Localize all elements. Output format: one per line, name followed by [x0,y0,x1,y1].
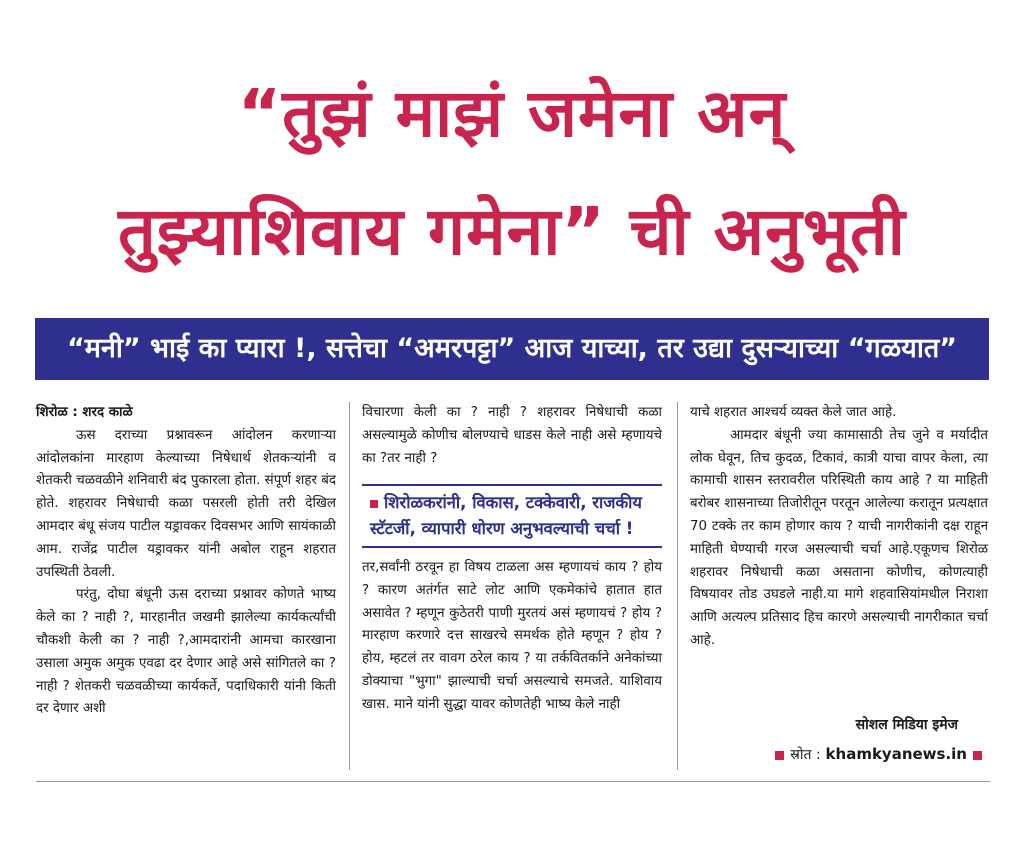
article-column-2-continued [362,557,662,717]
article-paragraph: याचे शहरात आश्चर्य व्यक्त केले जात आहे. [690,405,897,420]
source-label: स्रोत : [790,747,821,763]
square-bullet-icon [370,500,378,508]
article-column-2 [362,402,662,470]
headline-line-2: तुझ्याशिवाय गमेना” ची अनुभूती [118,193,906,270]
article-column-1 [36,402,336,721]
column-divider-2 [677,402,678,770]
byline: शिरोळ : शरद काळे [36,405,133,420]
bottom-rule [36,781,990,782]
highlight-box [362,484,662,548]
headline-line-1: “तुझं माझं जमेना अन् [237,75,787,152]
article-paragraph: ऊस दराच्या प्रश्नावरून आंदोलन करणाऱ्या आंदोलकांना मारहाण केल्याच्या निषेधार्थ शेतकऱ्यांनी व शेतकरी चळवळीने शनिवारी बंद पुकारला होता. संपूर्ण शहर बंद होते. शहरावर निषेधाची कळा पसरली होती तरी देखिल आमदार बंधू संजय पाटील यड्रावकर दिवसभर आणि सायंकाळी आम. राजेंद्र पाटील यड्रावकर यांनी अबोल राहून शहरात उपस्थिती ठेवली. [36,427,336,580]
source-credit [690,742,988,767]
image-credit: सोशल मिडिया इमेज [855,717,958,733]
source-site: khamkyanews.in [825,745,967,763]
article-paragraph: तर,सर्वांनी ठरवून हा विषय टाळला अस म्हणायचं काय ? होय ? कारण अतंर्गत साटे लोट आणि एकमेकांचे हातात हात असावेत ? म्हणून कुठेतरी पाणी मुरतयं असं म्हणायचं ? होय ? मारहाण करणारे दत्त साखरचे समर्थक होते म्हणून ? होय ? होय, म्हटलं तर वावग ठरेल काय ? या तर्कवितर्काने अनेकांच्या डोक्याचा "भुगा" झाल्याची चर्चा असल्याचे समजते. याशिवाय खास. माने यांनी सुद्धा यावर कोणतेही भाष्य केले नाही [362,560,662,712]
article-paragraph: विचारणा केली का ? नाही ? शहरावर निषेधाची कळा असल्यामुळे कोणीच बोलण्याचे धाडस केले नाही असे म्हणायचे का ?तर नाही ? [362,405,662,466]
highlight-box-text-wrap [370,490,660,542]
article-column-3 [690,402,988,653]
square-bullet-icon [973,751,982,760]
highlight-text: शिरोळकरांनी, विकास, टक्केवारी, राजकीय स्टॅटर्जी, व्यापारी धोरण अनुभवल्याची चर्चा ! [370,493,642,538]
subheadline-banner: “मनी” भाई का प्यारा !, सत्तेचा “अमरपट्टा” आज याच्या, तर उद्या दुसऱ्याच्या “गळयात” [35,318,989,380]
column-divider-1 [349,402,350,770]
square-bullet-icon [775,751,784,760]
article-paragraph: परंतु, दोघा बंधूनी ऊस दराच्या प्रश्नावर कोणते भाष्य केले का ? नाही ?, मारहानीत जखमी झालेल्या कार्यकर्त्यांची चौकशी केली का ? नाही ?,आमदारांनी आमचा कारखाना उसाला अमुक अमुक एवढा दर देणार आहे असे सांगितले का ? नाही ? शेतकरी चळवळीच्या कार्यकर्ते, पदाधिकारी यांनी किती दर देणार अशी [36,587,336,717]
article-paragraph: आमदार बंधूनी ज्या कामासाठी तेच जुने व मर्यादीत लोक घेवून, तिच कुदळ, टिकावं, कात्री याचा वापर केला, त्या कामाची शासन स्तरावरील परिस्थिती काय आहे ? या माहिती बरोबर शासनाच्या तिजोरीतून परतून आलेल्या करातून प्रत्यक्षात 70 टक्के तर काम होणार काय ? याची नागरीकांनी दक्ष राहून माहिती घेण्याची गरज असल्याची चर्चा आहे.एकूणच शिरोळ शहरावर निषेधाची कळा असताना कोणीच, कोणत्याही विषयावर तोड उघडले नाही.या मागे शहवासियांमधील निराशा आणि अत्यल्प प्रतिसाद हिच कारणे असल्याची नागरीकात चर्चा आहे. [690,427,988,648]
